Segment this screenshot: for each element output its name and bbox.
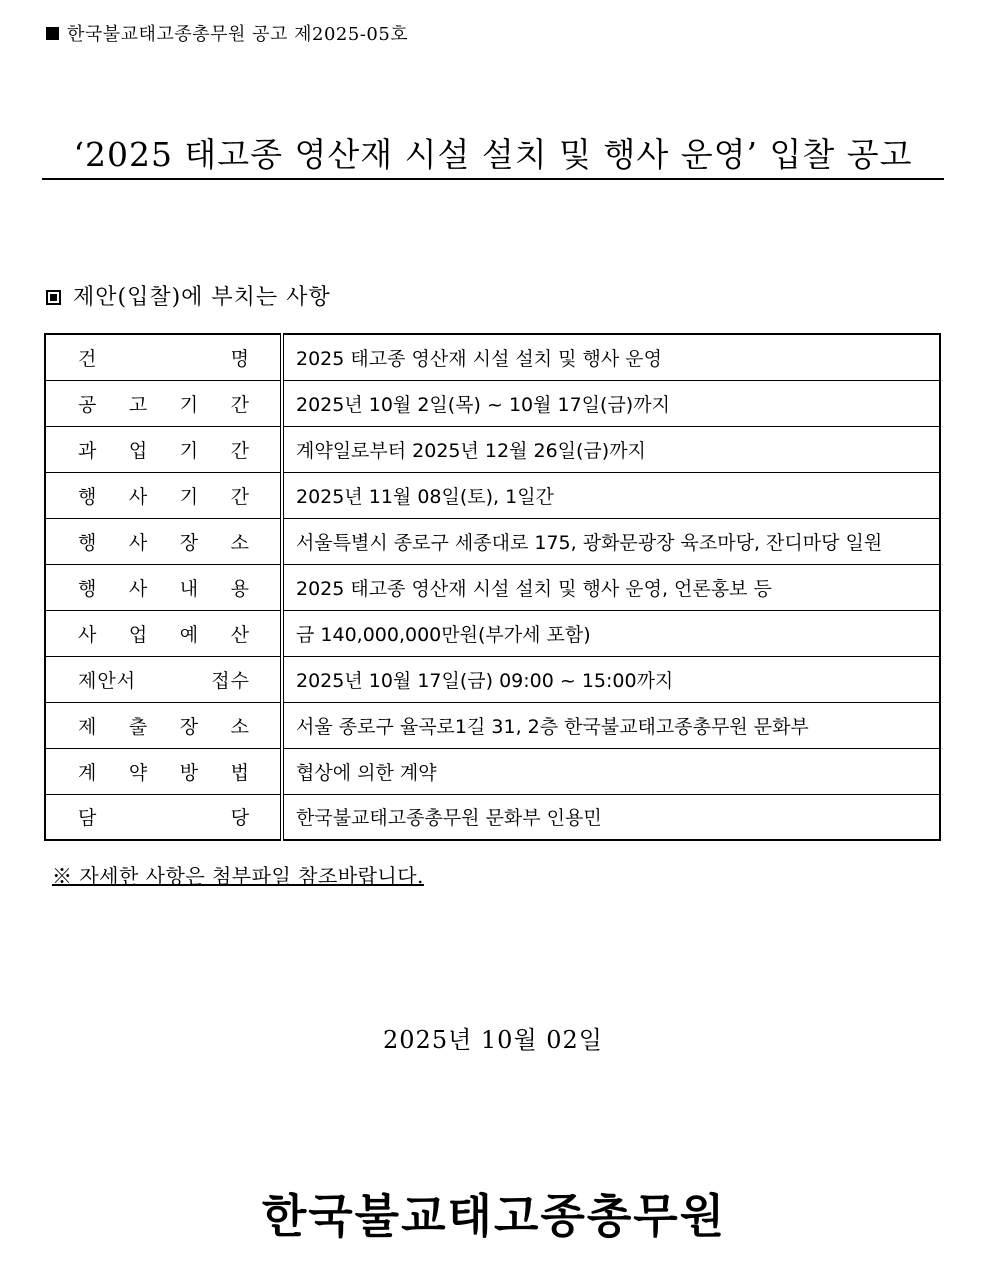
row-value: 2025년 11월 08일(토), 1일간 xyxy=(282,472,940,518)
notice-number-line xyxy=(46,20,408,46)
row-value: 2025년 10월 17일(금) 09:00 ~ 15:00까지 xyxy=(282,656,940,702)
row-label: 계 약 방 법 xyxy=(45,748,282,794)
row-label: 담 당 xyxy=(45,794,282,840)
row-value: 서울 종로구 율곡로1길 31, 2층 한국불교태고종총무원 문화부 xyxy=(282,702,940,748)
table-row xyxy=(45,334,940,380)
row-value: 계약일로부터 2025년 12월 26일(금)까지 xyxy=(282,426,940,472)
bid-info-table xyxy=(44,333,941,841)
table-row xyxy=(45,794,940,840)
notice-date: 2025년 10월 02일 xyxy=(383,1026,603,1054)
row-value: 협상에 의한 계약 xyxy=(282,748,940,794)
row-label: 제 출 장 소 xyxy=(45,702,282,748)
notice-number: 한국불교태고종총무원 공고 제2025-05호 xyxy=(67,24,409,45)
row-value: 2025 태고종 영산재 시설 설치 및 행사 운영 xyxy=(282,334,940,380)
table-row xyxy=(45,656,940,702)
section-heading-line xyxy=(46,280,331,311)
row-label: 공 고 기 간 xyxy=(45,380,282,426)
row-label: 건 명 xyxy=(45,334,282,380)
row-label: 행 사 기 간 xyxy=(45,472,282,518)
row-label: 과 업 기 간 xyxy=(45,426,282,472)
table-row xyxy=(45,380,940,426)
footnote: ※ 자세한 사항은 첨부파일 참조바랍니다. xyxy=(52,864,424,888)
table-row xyxy=(45,518,940,564)
filled-square-box-icon xyxy=(46,290,61,305)
black-square-icon xyxy=(46,27,59,40)
row-value: 한국불교태고종총무원 문화부 인용민 xyxy=(282,794,940,840)
table-row xyxy=(45,426,940,472)
row-value: 금 140,000,000만원(부가세 포함) xyxy=(282,610,940,656)
row-label: 제안서 접수 xyxy=(45,656,282,702)
organization-name: 한국불교태고종총무원 xyxy=(261,1189,727,1243)
row-label: 사 업 예 산 xyxy=(45,610,282,656)
table-row xyxy=(45,472,940,518)
table-row xyxy=(45,610,940,656)
table-row xyxy=(45,702,940,748)
table-row xyxy=(45,564,940,610)
row-value: 2025년 10월 2일(목) ~ 10월 17일(금)까지 xyxy=(282,380,940,426)
row-value: 서울특별시 종로구 세종대로 175, 광화문광장 육조마당, 잔디마당 일원 xyxy=(282,518,940,564)
table-row xyxy=(45,748,940,794)
section-heading: 제안(입찰)에 부치는 사항 xyxy=(73,285,331,310)
document-title: ‘2025 태고종 영산재 시설 설치 및 행사 운영’ 입찰 공고 xyxy=(42,132,944,180)
row-value: 2025 태고종 영산재 시설 설치 및 행사 운영, 언론홍보 등 xyxy=(282,564,940,610)
row-label: 행 사 내 용 xyxy=(45,564,282,610)
row-label: 행 사 장 소 xyxy=(45,518,282,564)
